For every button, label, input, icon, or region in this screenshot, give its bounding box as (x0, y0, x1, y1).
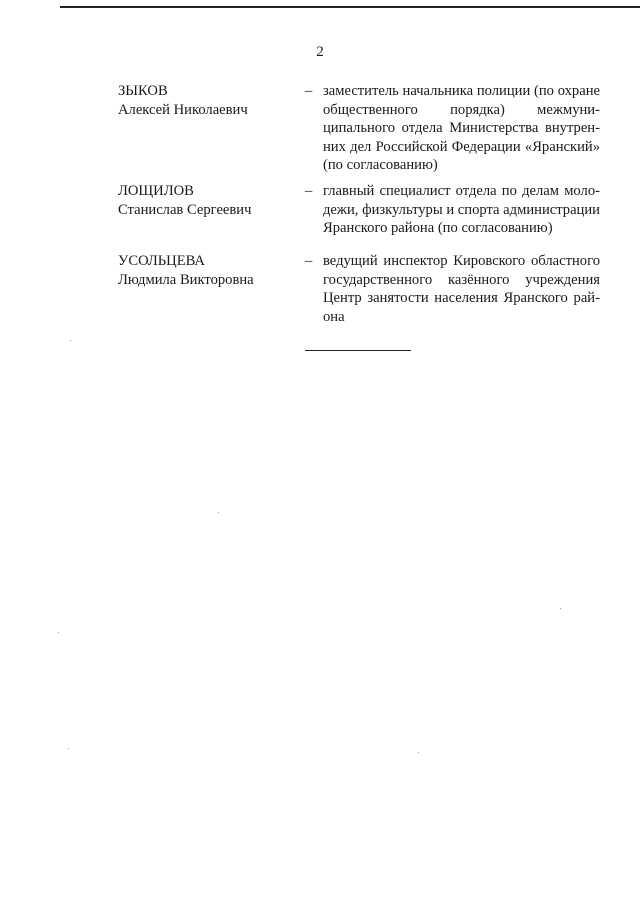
member-name (118, 252, 298, 289)
dash-separator: – (305, 83, 313, 99)
scan-speck (218, 512, 219, 513)
member-surname: УСОЛЬЦЕВА (118, 253, 205, 269)
dash-separator: – (305, 183, 313, 199)
scan-edge-line (60, 6, 640, 8)
scan-speck (70, 340, 71, 341)
page-number: 2 (316, 44, 324, 60)
member-position: заместитель начальника полиции (по охране общественного порядка) межмуниципального отдела Министерства внутренних дел Российской Федерации «Яранский» (по согласованию) (323, 83, 600, 174)
member-name (118, 82, 298, 119)
scan-speck (58, 632, 59, 633)
member-surname: ЛОЩИЛОВ (118, 183, 194, 199)
member-name (118, 182, 298, 219)
end-of-list-rule (305, 350, 411, 351)
scan-speck (68, 748, 69, 749)
member-given-names: Станислав Сергеевич (118, 201, 252, 218)
scan-speck (560, 608, 561, 609)
member-given-names: Людмила Викторовна (118, 271, 254, 288)
member-surname: ЗЫКОВ (118, 83, 168, 99)
member-position: главный специалист отдела по делам молодежи, физкультуры и спорта администрации Яранского района (по согласованию) (323, 183, 600, 237)
member-given-names: Алексей Николаевич (118, 101, 248, 118)
member-position: ведущий инспектор Кировского областного государственного казённого учреждения Центр занятости населения Яранского района (323, 253, 600, 325)
dash-separator: – (305, 253, 313, 269)
scan-speck (418, 752, 419, 753)
